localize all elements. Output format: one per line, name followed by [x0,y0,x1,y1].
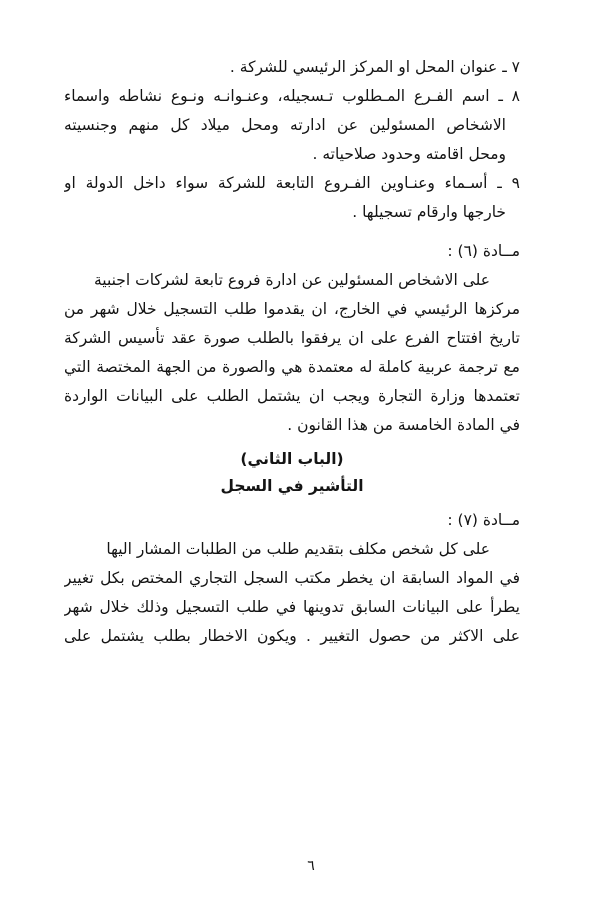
article-7-line-2: في المواد السابقة ان يخطر مكتب السجل التجاري المختص بكل تغيير [64,569,520,587]
list-item-8-line-2: الاشخاص المسئولين عن ادارته ومحل ميلاد كل منهم وجنسيته [64,116,506,134]
list-item-9-line-1: ٩ ـ أسـماء وعنـاوين الفـروع التابعة للشركة سواء داخل الدولة او [64,174,520,192]
page-content [64,53,520,651]
article-6-line-4: مع ترجمة عربية كاملة له معتمدة هي والصورة من الجهة المختصة التي [64,358,520,376]
article-6-line-5: تعتمدها وزارة التجارة ويجب ان يشتمل الطلب على البيانات الواردة [64,387,520,405]
list-item-8-line-1: ٨ ـ اسم الفـرع المـطلوب تـسجيله، وعنـوانـه ونـوع نشاطه واسماء [64,87,520,105]
article-7-line-4: على الاكثر من حصول التغيير . ويكون الاخطار بطلب يشتمل على [64,627,520,645]
article-6-line-6: في المادة الخامسة من هذا القانون . [287,416,520,434]
list-item-8-line-3: ومحل اقامته وحدود صلاحياته . [312,145,506,163]
article-6-line-2: مركزها الرئيسي في الخارج، ان يقدموا طلب التسجيل خلال شهر من [64,300,520,318]
article-6-heading: مــادة (٦) : [447,242,520,260]
article-7-heading: مــادة (٧) : [447,511,520,529]
list-item-9-line-2: خارجها وارقام تسجيلها . [352,203,506,221]
list-item-7-line-1: ٧ ـ عنوان المحل او المركز الرئيسي للشركة . [229,58,520,76]
article-6-line-1: على الاشخاص المسئولين عن ادارة فروع تابعة لشركات اجنبية [93,271,490,289]
page-number: ٦ [307,858,315,874]
article-7-line-1: على كل شخص مكلف بتقديم طلب من الطلبات المشار اليها [106,540,490,558]
article-6-line-3: تاريخ افتتاح الفرع على ان يرفقوا بالطلب صورة عقد تأسيس الشركة [64,329,520,347]
article-7-line-3: يطرأ على البيانات السابق تدوينها في طلب التسجيل وذلك خلال شهر [64,598,520,616]
chapter-2-title: (الباب الثاني) [240,450,344,468]
chapter-2-subtitle: التأشير في السجل [220,477,364,495]
